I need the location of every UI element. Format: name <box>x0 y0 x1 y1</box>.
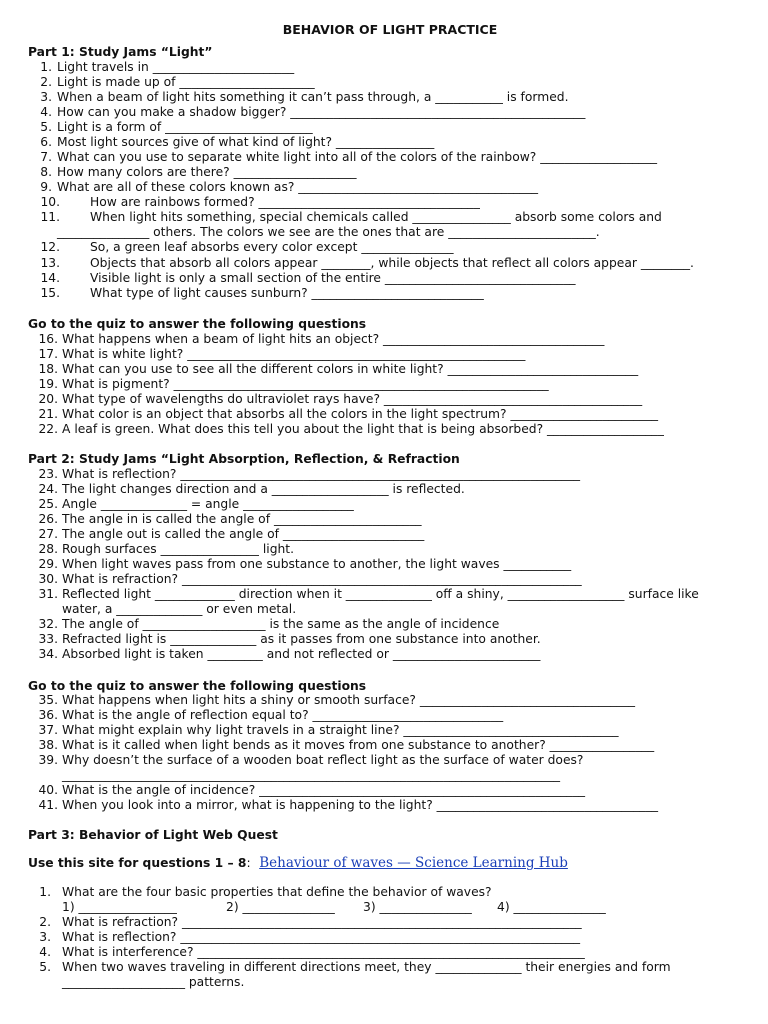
question-number: 26. <box>38 512 58 526</box>
question-text: What is the angle of incidence? _____________________________________________________ <box>62 783 586 797</box>
question-text: What is interference? _______________________________________________________________ <box>62 945 585 959</box>
answer-blank-line: _________________________________________________________________________________ <box>62 768 561 782</box>
question-text: The angle out is called the angle of _______________________ <box>62 527 425 541</box>
property-blank: 2) _______________ <box>226 900 335 914</box>
question-number: 10. <box>40 195 60 209</box>
question-text: Rough surfaces ________________ light. <box>62 542 295 556</box>
question-text: So, a green leaf absorbs every color except _______________ <box>90 240 454 254</box>
question-text: Visible light is only a small section of the entire _______________________________ <box>90 271 576 285</box>
question-number: 11. <box>40 210 60 224</box>
question-text: What type of wavelengths do ultraviolet rays have? __________________________________________ <box>62 392 643 406</box>
question-number: 21. <box>38 407 58 421</box>
question-text: A leaf is green. What does this tell you about the light that is being absorbed? ___________________ <box>62 422 664 436</box>
question-text: What is reflection? _________________________________________________________________ <box>62 930 581 944</box>
science-hub-link[interactable]: Behaviour of waves — Science Learning Hub <box>259 855 568 871</box>
question-number: 1. <box>40 60 52 74</box>
question-text: Light travels in _______________________ <box>57 60 295 74</box>
question-number: 34. <box>38 647 58 661</box>
question-number: 41. <box>38 798 58 812</box>
use-site-line <box>28 855 568 871</box>
question-number: 25. <box>38 497 58 511</box>
question-text: What can you use to see all the different colors in white light? _______________________________ <box>62 362 639 376</box>
question-text: What type of light causes sunburn? ____________________________ <box>90 286 484 300</box>
question-text: When light waves pass from one substance to another, the light waves ___________ <box>62 557 572 571</box>
question-number: 30. <box>38 572 58 586</box>
part1-heading: Part 1: Study Jams “Light” <box>28 45 213 59</box>
question-text: What is the angle of reflection equal to? _______________________________ <box>62 708 504 722</box>
question-text: What is refraction? _________________________________________________________________ <box>62 915 582 929</box>
quiz2-heading: Go to the quiz to answer the following questions <box>28 679 367 693</box>
question-text: Objects that absorb all colors appear ________, while objects that reflect all colors appear ________. <box>90 256 694 270</box>
quiz1-heading: Go to the quiz to answer the following questions <box>28 317 367 331</box>
question-text: Absorbed light is taken _________ and not reflected or ________________________ <box>62 647 541 661</box>
question-text: Light is made up of ______________________ <box>57 75 315 89</box>
question-text: Light is a form of ________________________ <box>57 120 313 134</box>
question-number: 12. <box>40 240 60 254</box>
question-text: What happens when a beam of light hits an object? ____________________________________ <box>62 332 605 346</box>
question-number: 13. <box>40 256 60 270</box>
question-number: 18. <box>38 362 58 376</box>
question-number: 4. <box>40 105 52 119</box>
question-text: When two waves traveling in different directions meet, they ______________ their energies and form <box>62 960 671 974</box>
question-number: 40. <box>38 783 58 797</box>
question-number: 16. <box>38 332 58 346</box>
question-text: Most light sources give of what kind of light? ________________ <box>57 135 435 149</box>
question-text: What is white light? _______________________________________________________ <box>62 347 526 361</box>
question-number: 2. <box>39 915 51 929</box>
question-number: 6. <box>40 135 52 149</box>
question-text: What is reflection? _________________________________________________________________ <box>62 467 581 481</box>
question-number: 2. <box>40 75 52 89</box>
question-number: 33. <box>38 632 58 646</box>
question-number: 20. <box>38 392 58 406</box>
question-number: 37. <box>38 723 58 737</box>
question-number: 36. <box>38 708 58 722</box>
question-number: 23. <box>38 467 58 481</box>
question-number: 14. <box>40 271 60 285</box>
question-number: 9. <box>40 180 52 194</box>
question-number: 4. <box>39 945 51 959</box>
question-number: 1. <box>39 885 51 899</box>
question-text: The angle of ____________________ is the same as the angle of incidence <box>62 617 500 631</box>
page-title: BEHAVIOR OF LIGHT PRACTICE <box>282 22 498 37</box>
question-number: 28. <box>38 542 58 556</box>
question-text: What might explain why light travels in a straight line? ___________________________________ <box>62 723 619 737</box>
question-text: What is it called when light bends as it moves from one substance to another? _________________ <box>62 738 655 752</box>
question-text: When a beam of light hits something it can’t pass through, a ___________ is formed. <box>57 90 569 104</box>
question-text: What is refraction? _________________________________________________________________ <box>62 572 582 586</box>
question-text: Refracted light is ______________ as it passes from one substance into another. <box>62 632 541 646</box>
question-text: How can you make a shadow bigger? ________________________________________________ <box>57 105 586 119</box>
property-blank: 3) _______________ <box>363 900 472 914</box>
question-number: 27. <box>38 527 58 541</box>
question-text: The angle in is called the angle of ________________________ <box>62 512 422 526</box>
use-site-colon: : <box>246 856 251 870</box>
question-continuation: water, a ______________ or even metal. <box>62 602 297 616</box>
part2-heading: Part 2: Study Jams “Light Absorption, Reflection, & Refraction <box>28 452 460 466</box>
question-continuation: ____________________ patterns. <box>62 975 245 989</box>
property-blank: 4) _______________ <box>497 900 606 914</box>
question-number: 5. <box>39 960 51 974</box>
question-text: Angle ______________ = angle __________________ <box>62 497 354 511</box>
question-text: When you look into a mirror, what is happening to the light? ____________________________________ <box>62 798 658 812</box>
question-text: What are all of these colors known as? _______________________________________ <box>57 180 539 194</box>
question-text: What happens when light hits a shiny or smooth surface? ___________________________________ <box>62 693 636 707</box>
question-number: 29. <box>38 557 58 571</box>
question-number: 8. <box>40 165 52 179</box>
question-number: 19. <box>38 377 58 391</box>
question-text: Reflected light _____________ direction when it ______________ off a shiny, ___________________ surface like <box>62 587 699 601</box>
question-number: 38. <box>38 738 58 752</box>
question-number: 3. <box>40 90 52 104</box>
question-number: 3. <box>39 930 51 944</box>
question-number: 35. <box>38 693 58 707</box>
question-text: What color is an object that absorbs all the colors in the light spectrum? ________________________ <box>62 407 659 421</box>
question-text: When light hits something, special chemicals called ________________ absorb some colors and <box>90 210 662 224</box>
question-text: Why doesn’t the surface of a wooden boat reflect light as the surface of water does? <box>62 753 584 767</box>
question-number: 39. <box>38 753 58 767</box>
question-text: What are the four basic properties that define the behavior of waves? <box>62 885 492 899</box>
question-number: 17. <box>38 347 58 361</box>
question-number: 7. <box>40 150 52 164</box>
question-text: How are rainbows formed? ____________________________________ <box>90 195 480 209</box>
question-number: 32. <box>38 617 58 631</box>
use-site-label: Use this site for questions 1 – 8 <box>28 856 247 870</box>
question-number: 31. <box>38 587 58 601</box>
question-text: The light changes direction and a ___________________ is reflected. <box>62 482 465 496</box>
question-number: 24. <box>38 482 58 496</box>
question-text: How many colors are there? ____________________ <box>57 165 357 179</box>
question-number: 15. <box>40 286 60 300</box>
question-number: 22. <box>38 422 58 436</box>
question-continuation: _______________ others. The colors we see are the ones that are ________________________. <box>57 225 600 239</box>
property-blank: 1) ________________ <box>62 900 177 914</box>
question-text: What is pigment? _____________________________________________________________ <box>62 377 549 391</box>
part3-heading: Part 3: Behavior of Light Web Quest <box>28 828 278 842</box>
question-text: What can you use to separate white light into all of the colors of the rainbow? ___________________ <box>57 150 658 164</box>
question-number: 5. <box>40 120 52 134</box>
